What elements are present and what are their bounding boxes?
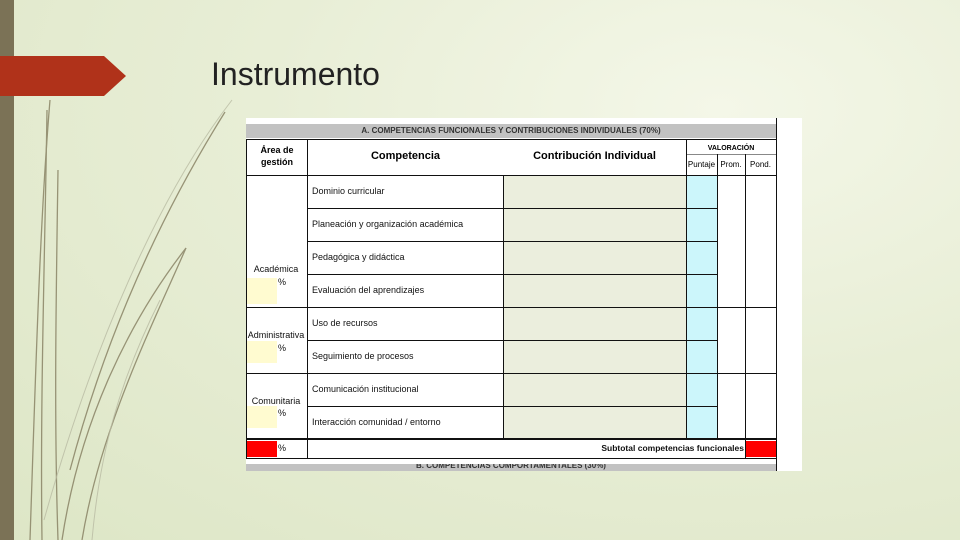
area-academica-pct: % xyxy=(278,277,287,287)
area-header-line1: Área de xyxy=(260,145,294,155)
puntaje-header: Puntaje xyxy=(687,160,716,169)
section-a-title: A. COMPETENCIAS FUNCIONALES Y CONTRIBUCIONES INDIVIDUALES (70%) xyxy=(246,124,776,138)
area-academica-label: Académica xyxy=(253,264,299,274)
area-comunitaria-pct: % xyxy=(278,408,287,418)
area-comunitaria-label: Comunitaria xyxy=(251,396,301,406)
area-administrativa-pct: % xyxy=(278,343,287,353)
section-b-title: B. COMPETENCIAS COMPORTAMENTALES (30%) xyxy=(416,464,606,470)
valoracion-header: VALORACIÓN xyxy=(707,145,755,152)
administrativa-pct-input[interactable] xyxy=(247,341,277,363)
comunitaria-pct-input[interactable] xyxy=(247,406,277,428)
competency-row-6: Seguimiento de procesos xyxy=(312,351,414,361)
competency-row-8: Interacción comunidad / entorno xyxy=(312,417,441,427)
total-pct-indicator xyxy=(247,441,277,457)
contribucion-header: Contribución Individual xyxy=(533,150,656,162)
prom-header: Prom. xyxy=(720,160,742,169)
pond-header: Pond. xyxy=(750,160,771,169)
total-pct-label: % xyxy=(278,443,287,453)
title-arrow-tab xyxy=(0,56,126,96)
evaluation-form xyxy=(246,118,802,471)
area-header-line2: gestión xyxy=(260,157,293,167)
subtotal-label: Subtotal competencias funcionales xyxy=(601,443,744,453)
competency-row-7: Comunicación institucional xyxy=(312,384,419,394)
competency-row-5: Uso de recursos xyxy=(312,318,378,328)
competency-row-4: Evaluación del aprendizajes xyxy=(312,285,425,295)
competency-row-3: Pedagógica y didáctica xyxy=(312,252,405,262)
section-b-bar xyxy=(246,464,776,471)
competencia-header: Competencia xyxy=(370,150,441,162)
subtotal-result-indicator xyxy=(745,441,776,457)
competency-row-2: Planeación y organización académica xyxy=(312,219,464,229)
area-administrativa-label: Administrativa xyxy=(247,330,305,340)
academica-pct-input[interactable] xyxy=(247,278,277,304)
slide-title: Instrumento xyxy=(211,56,380,92)
competency-row-1: Dominio curricular xyxy=(312,186,385,196)
